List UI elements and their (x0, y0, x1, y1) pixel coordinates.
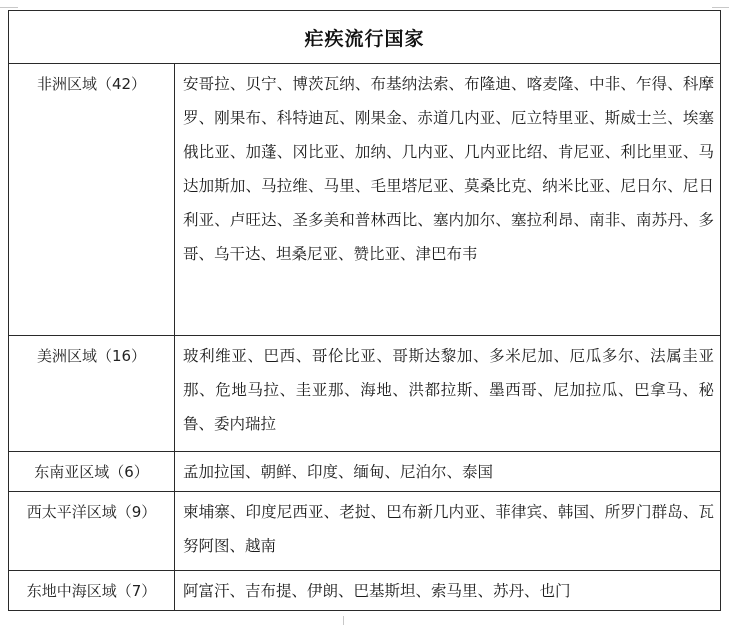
table-title: 疟疾流行国家 (9, 11, 721, 64)
table-row (9, 452, 721, 492)
countries-list: 孟加拉国、朝鲜、印度、缅甸、尼泊尔、泰国 (175, 452, 721, 492)
table-title-row (9, 11, 721, 64)
corner-mark-bottom (343, 616, 344, 625)
region-label: 东南亚区域（6） (9, 452, 175, 492)
table-row (9, 571, 721, 611)
region-label: 东地中海区域（7） (9, 571, 175, 611)
corner-mark-top-left (0, 7, 18, 8)
table-row (9, 64, 721, 336)
region-label: 美洲区域（16） (9, 336, 175, 452)
region-label: 西太平洋区域（9） (9, 492, 175, 571)
corner-mark-top-right (712, 7, 729, 8)
region-label: 非洲区域（42） (9, 64, 175, 336)
countries-list: 玻利维亚、巴西、哥伦比亚、哥斯达黎加、多米尼加、厄瓜多尔、法属圭亚那、危地马拉、圭亚那、海地、洪都拉斯、墨西哥、尼加拉瓜、巴拿马、秘鲁、委内瑞拉 (175, 336, 721, 452)
malaria-countries-table (8, 10, 721, 611)
countries-list: 安哥拉、贝宁、博茨瓦纳、布基纳法索、布隆迪、喀麦隆、中非、乍得、科摩罗、刚果布、科特迪瓦、刚果金、赤道几内亚、厄立特里亚、斯威士兰、埃塞俄比亚、加蓬、冈比亚、加纳、几内亚、几内亚比绍、肯尼亚、利比里亚、马达加斯加、马拉维、马里、毛里塔尼亚、莫桑比克、纳米比亚、尼日尔、尼日利亚、卢旺达、圣多美和普林西比、塞内加尔、塞拉利昂、南非、南苏丹、多哥、乌干达、坦桑尼亚、赞比亚、津巴布韦 (175, 64, 721, 336)
countries-list: 阿富汗、吉布提、伊朗、巴基斯坦、索马里、苏丹、也门 (175, 571, 721, 611)
countries-list: 柬埔寨、印度尼西亚、老挝、巴布新几内亚、菲律宾、韩国、所罗门群岛、瓦努阿图、越南 (175, 492, 721, 571)
table-row (9, 492, 721, 571)
table-row (9, 336, 721, 452)
